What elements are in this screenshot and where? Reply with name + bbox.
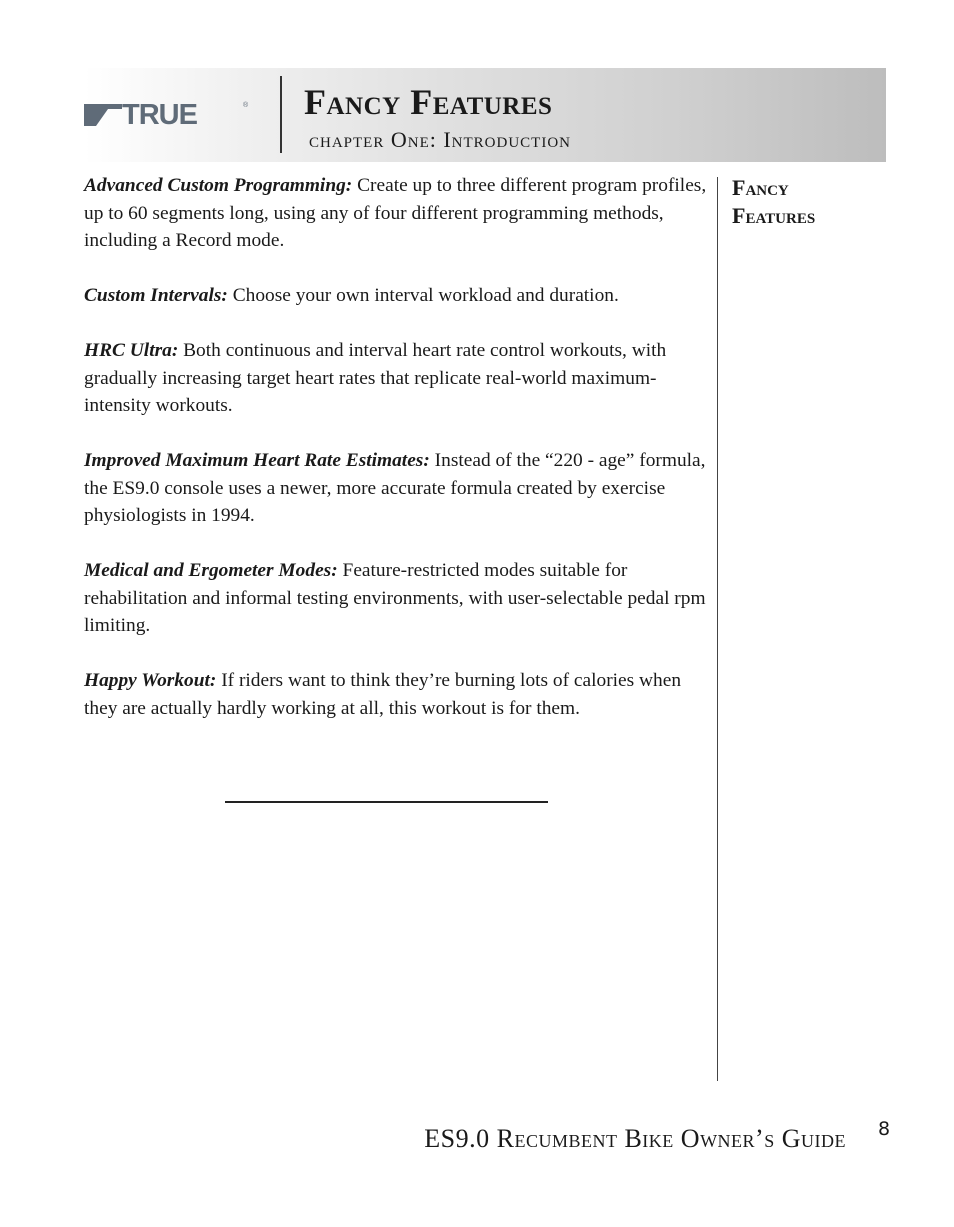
logo-trademark: ® [243, 102, 249, 109]
feature-label: Custom Intervals: [84, 285, 228, 306]
feature-text: Create up to three different program profiles, up to 60 segments long, using any of four different programming methods, including a Record mode. [84, 175, 707, 251]
logo-text: TRUE [122, 99, 197, 131]
page-title: Fancy Features [304, 82, 553, 122]
feature-list [84, 172, 718, 750]
feature-text: Instead of the “220 - age” formula, the ES9.0 console uses a newer, more accurate formula created by exercise physiologists in 1994. [84, 450, 706, 526]
logo-mark-icon [84, 102, 124, 128]
sidebar-divider [717, 177, 718, 1081]
header-divider [280, 76, 282, 153]
section-end-rule [225, 801, 548, 803]
page-number: 8 [878, 1118, 891, 1140]
feature-label: Advanced Custom Programming: [84, 175, 353, 196]
feature-text: Both continuous and interval heart rate control workouts, with gradually increasing target heart rates that replicate real-world maximum-intensity workouts. [84, 340, 667, 416]
feature-label: Improved Maximum Heart Rate Estimates: [84, 450, 430, 471]
feature-label: Happy Workout: [84, 670, 217, 691]
chapter-title: chapter One: Introduction [309, 127, 571, 152]
feature-item [84, 447, 718, 530]
feature-text: If riders want to think they’re burning lots of calories when they are actually hardly working at all, this workout is for them. [84, 670, 682, 719]
sidebar-section-title: Fancy Features [732, 175, 816, 228]
feature-label: HRC Ultra: [84, 340, 179, 361]
feature-item [84, 282, 718, 310]
feature-text: Choose your own interval workload and duration. [227, 285, 619, 306]
feature-label: Medical and Ergometer Modes: [84, 560, 338, 581]
footer-title: ES9.0 Recumbent Bike Owner’s Guide [424, 1124, 846, 1153]
true-logo [84, 99, 252, 131]
feature-item [84, 337, 718, 420]
feature-text: Feature-restricted modes suitable for rehabilitation and informal testing environments, with user-selectable pedal rpm limiting. [84, 560, 706, 636]
feature-item [84, 557, 718, 640]
feature-item [84, 667, 718, 722]
feature-item [84, 172, 718, 255]
